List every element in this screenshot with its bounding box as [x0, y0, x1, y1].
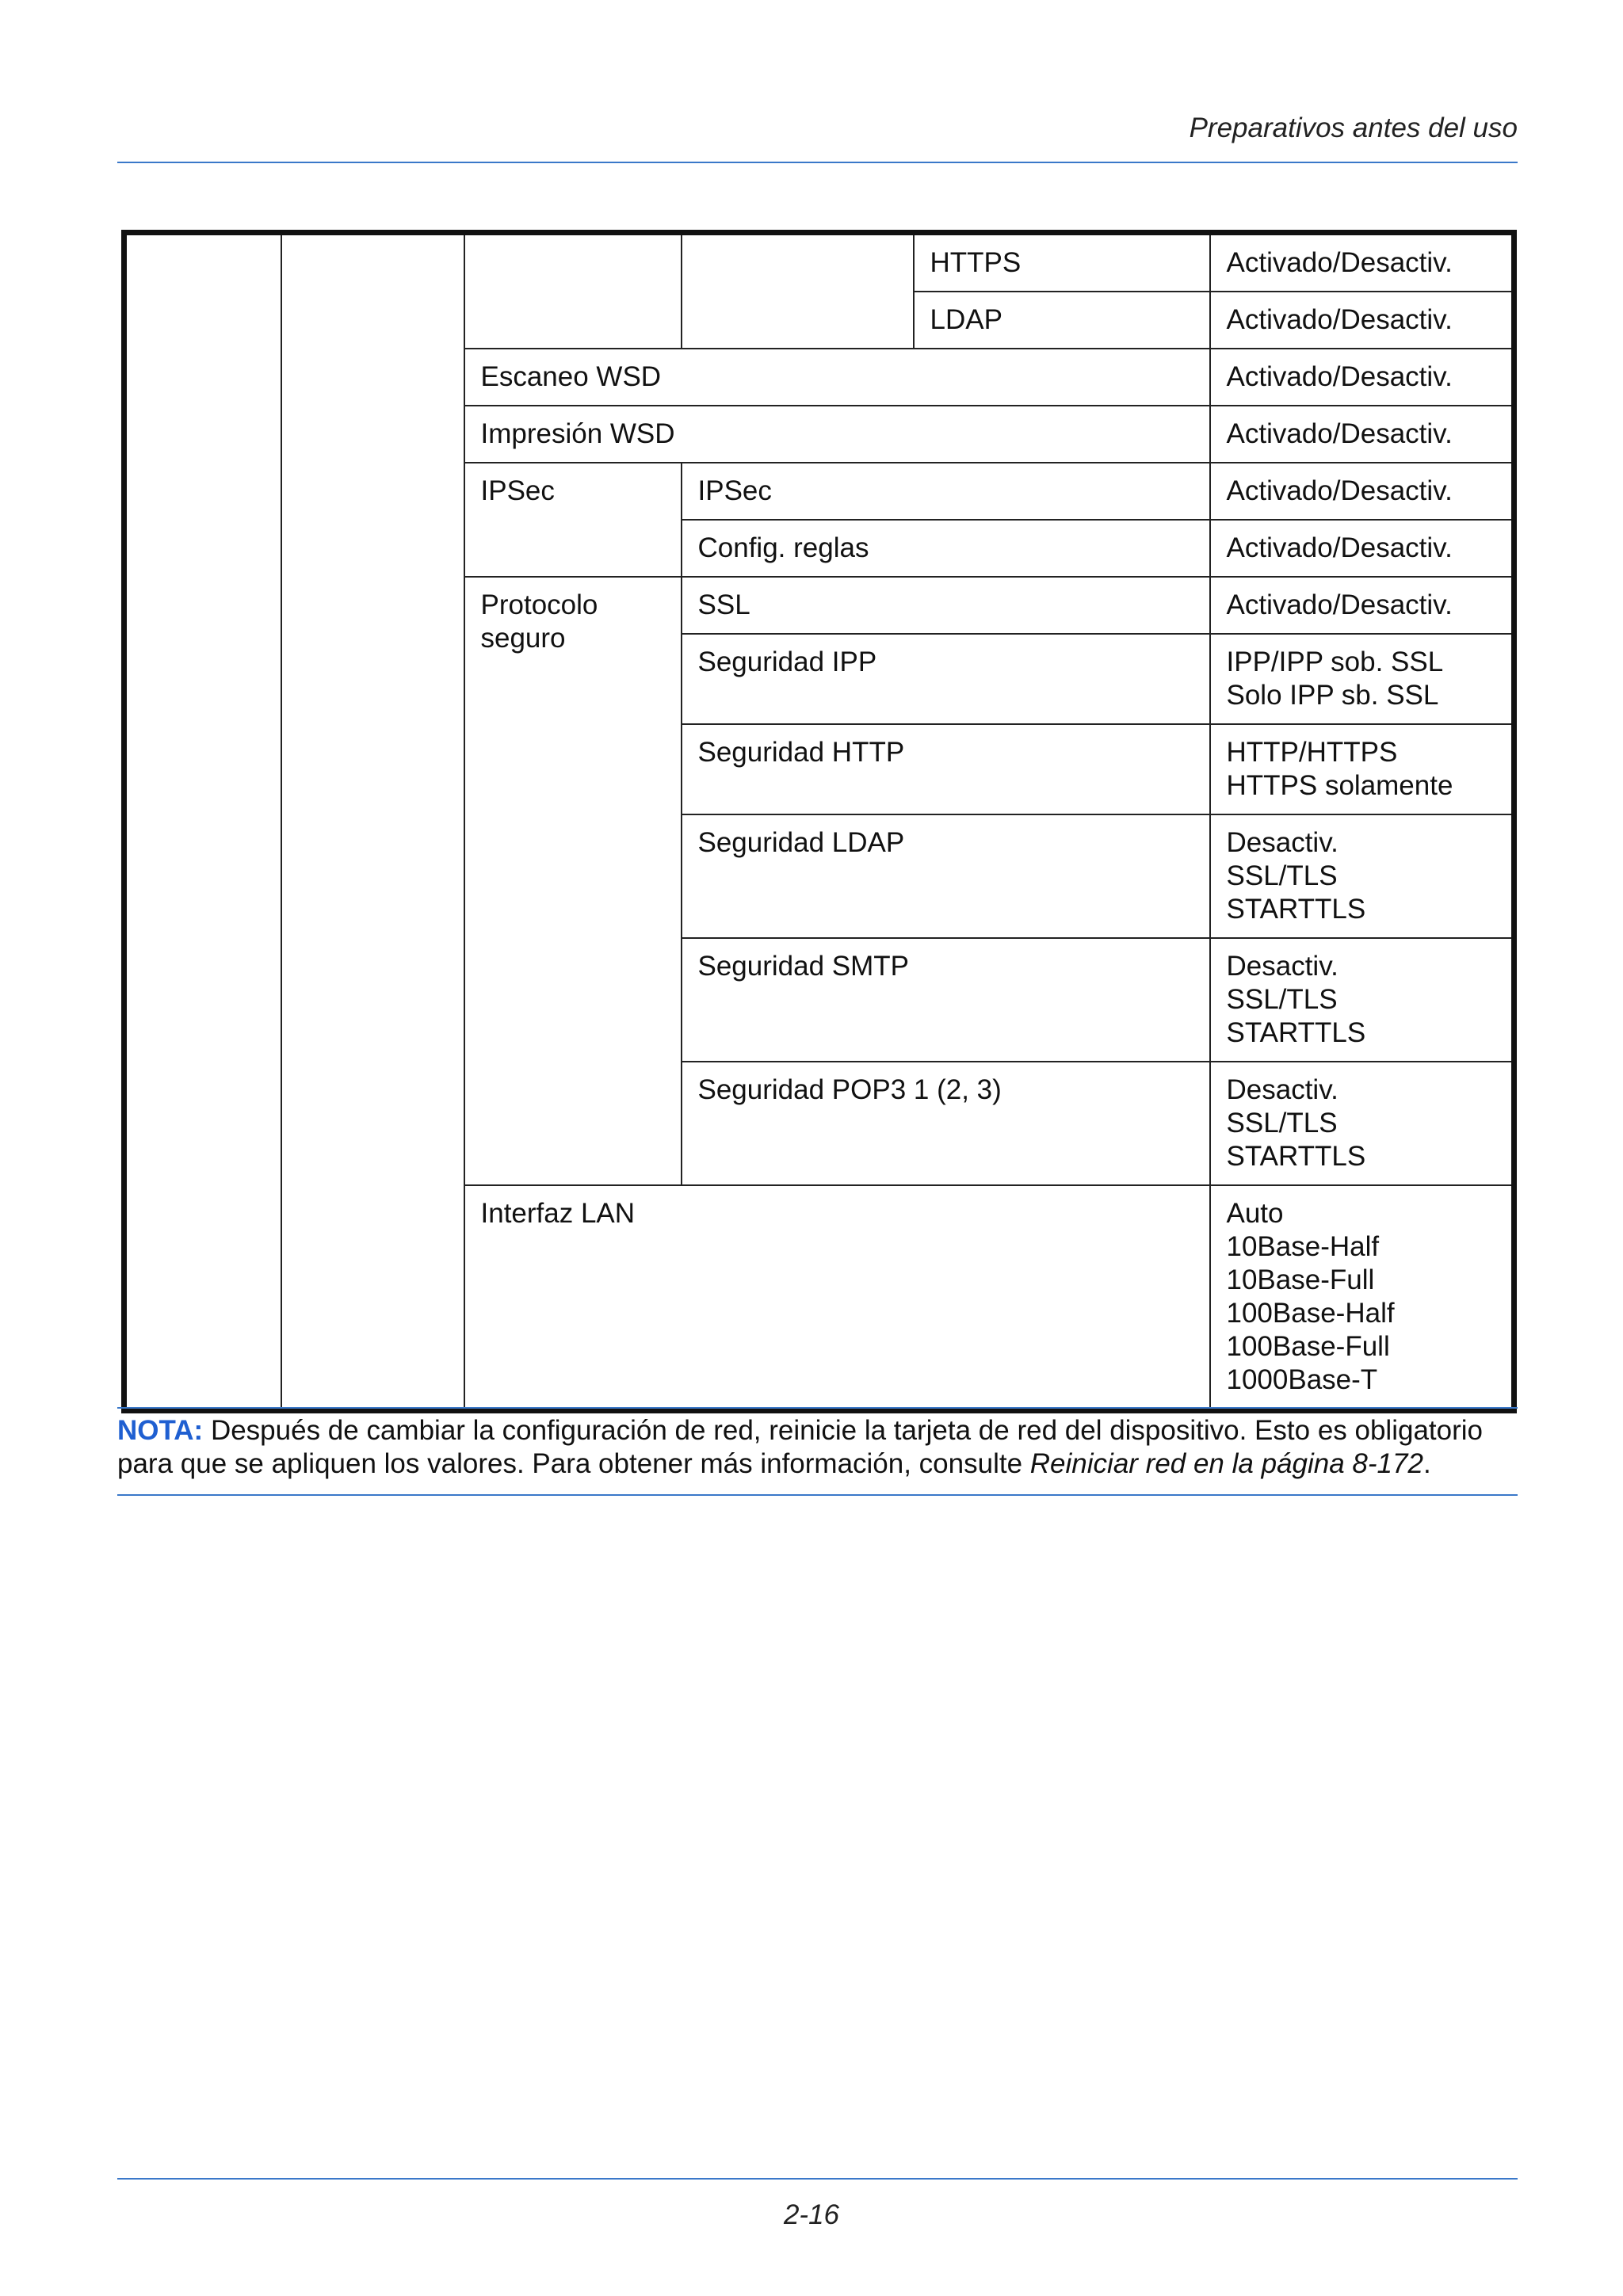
setting-name: Escaneo WSD — [464, 349, 1210, 406]
setting-name: Seguridad LDAP — [682, 814, 1210, 938]
setting-name: Impresión WSD — [464, 406, 1210, 463]
setting-name: HTTPS — [914, 233, 1210, 292]
setting-value: Activado/Desactiv. — [1210, 520, 1514, 577]
setting-value: Activado/Desactiv. — [1210, 463, 1514, 520]
setting-name: Seguridad POP3 1 (2, 3) — [682, 1062, 1210, 1185]
setting-value: HTTP/HTTPS HTTPS solamente — [1210, 724, 1514, 814]
setting-value: Auto 10Base-Half 10Base-Full 100Base-Half 100Base-Full 1000Base-T — [1210, 1185, 1514, 1411]
setting-value: Activado/Desactiv. — [1210, 292, 1514, 349]
table-row — [124, 233, 1514, 292]
setting-value: Activado/Desactiv. — [1210, 406, 1514, 463]
setting-name: LDAP — [914, 292, 1210, 349]
note-label: NOTA: — [117, 1415, 204, 1446]
setting-value: Activado/Desactiv. — [1210, 349, 1514, 406]
note-bottom-rule — [117, 1494, 1518, 1496]
setting-name: IPSec — [682, 463, 1210, 520]
note-box — [117, 1414, 1518, 1481]
setting-value: Desactiv. SSL/TLS STARTTLS — [1210, 814, 1514, 938]
setting-name: Seguridad IPP — [682, 634, 1210, 724]
page-number: 2-16 — [783, 2199, 840, 2230]
setting-name: SSL — [682, 577, 1210, 634]
setting-name: Seguridad SMTP — [682, 938, 1210, 1062]
network-settings-table — [121, 230, 1517, 1413]
note-end: . — [1423, 1448, 1431, 1479]
note-top-rule — [117, 1407, 1518, 1409]
setting-value: Activado/Desactiv. — [1210, 233, 1514, 292]
setting-value: Desactiv. SSL/TLS STARTTLS — [1210, 1062, 1514, 1185]
setting-name: Seguridad HTTP — [682, 724, 1210, 814]
setting-value: Activado/Desactiv. — [1210, 577, 1514, 634]
level-2-cell — [281, 233, 464, 1411]
setting-name: Config. reglas — [682, 520, 1210, 577]
setting-value: Desactiv. SSL/TLS STARTTLS — [1210, 938, 1514, 1062]
header-rule — [117, 162, 1518, 163]
running-header: Preparativos antes del uso — [1189, 113, 1518, 143]
level-4-cell — [682, 233, 914, 349]
note-text: Después de cambiar la configuración de red, reinicie la tarjeta de red del dispositivo. Esto es obligatorio para que se apliquen los valores. Para obtener más información, consulte — [117, 1415, 1484, 1479]
note-reference-link[interactable]: Reiniciar red en la página 8-172 — [1029, 1448, 1423, 1479]
level-1-cell — [124, 233, 281, 1411]
footer-rule — [117, 2178, 1518, 2180]
group-name: Protocolo seguro — [464, 577, 682, 1185]
level-3-cell — [464, 233, 682, 349]
setting-name: Interfaz LAN — [464, 1185, 1210, 1411]
group-name: IPSec — [464, 463, 682, 577]
setting-value: IPP/IPP sob. SSL Solo IPP sb. SSL — [1210, 634, 1514, 724]
